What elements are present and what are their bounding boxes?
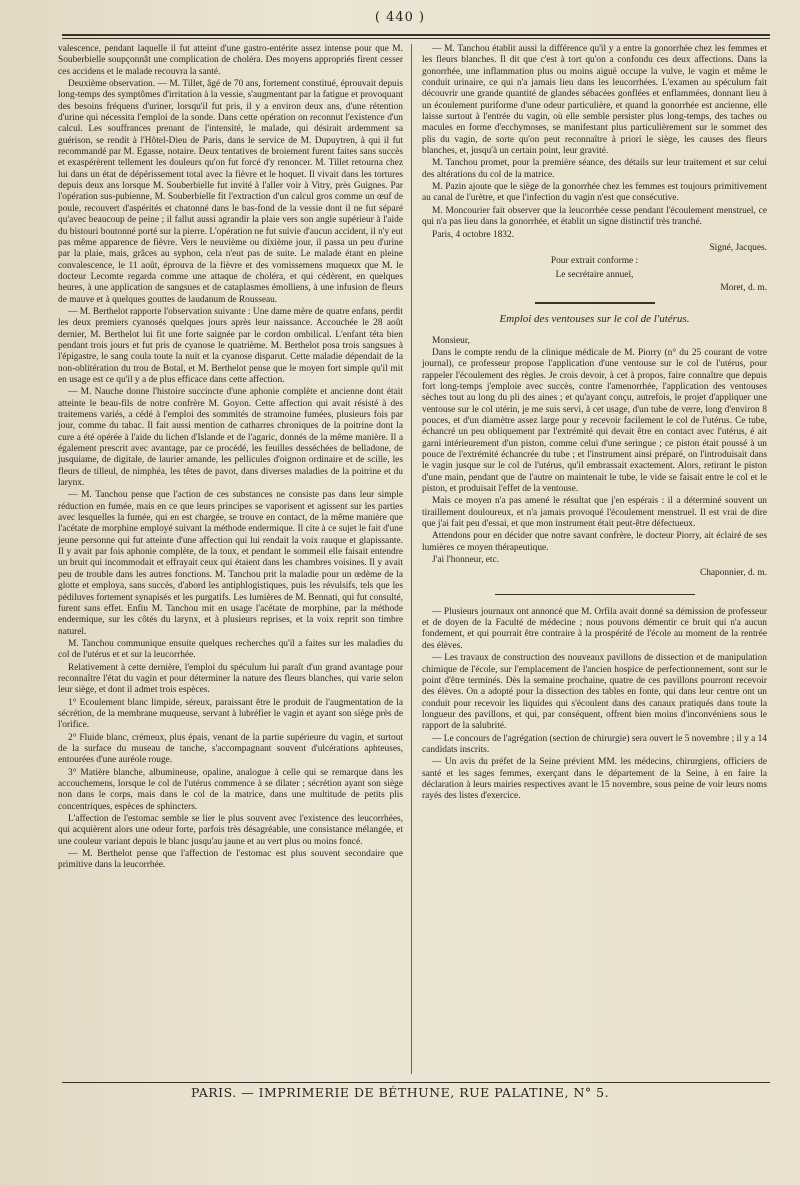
paragraph: Dans le compte rendu de la clinique médicale de M. Piorry (n° du 25 courant de votre journal), ce professeur propose l'application d'une ventouse sur le col de l'utérus, pour rappeler l'écoulement des règles. Je crois devoir, à cet à propos, faire connaître que depuis fort long-temps j'emploie avec succès, contre l'amenorrhée, l'application des ventouses sèches tout au long du pli des aines ; et qu'ayant conçu, autrefois, le projet d'appliquer une ventouse sur le col utérin, je me suis servi, à cet usage, d'un tube de verre, long d'environ 8 pouces, et d'un diamètre assez large pour y recevoir facilement le col de l'utérus. Ce tube, échancré un peu obliquement par l'extrémité qui devait être en contact avec l'utérus, é ait garni intérieurement d'un piston, comme celui d'une seringue ; ce piston était poussé à un pouce de l'extrémité échancrée du tube ; et l'instrument ainsi préparé, on l'introduisait dans le vagin jusque sur le col de l'utérus, qu'il embrassait exactement. Alors, retirant le piston d'une main, pendant que de l'autre on maintenait le tube, le vide se faisait entre le col et le piston, et produisait l'effet de la ventouse. [422,347,767,495]
news-item: — Un avis du préfet de la Seine prévient MM. les médecins, chirurgiens, officiers de santé et les sages femmes, exerçant dans le département de la Seine, à en faire la déclaration à leurs mairies respectives avant le 15 novembre, sous peine de voir leurs noms rayés des listes d'exercice. [422,757,767,802]
printer-imprint: PARIS. — IMPRIMERIE DE BÉTHUNE, RUE PALATINE, N° 5. [190,1085,610,1100]
news-item: — Le concours de l'agrégation (section de chirurgie) sera ouvert le 5 novembre ; il y a 14 candidats inscrits. [422,733,767,755]
paragraph: valescence, pendant laquelle il fut atteint d'une gastro-entérite assez intense pour que M. Souberbielle soupçonnât une complication de choléra. Des moyens appropriés firent cesser ces accidens et le malade recouvra la santé. [58,44,403,77]
paragraph: M. Pazin ajoute que le siège de la gonorrhée chez les femmes est toujours primitivement au canal de l'urètre, et que l'infection du vagin n'est que consécutive. [422,182,767,204]
paragraph: — M. Tanchou pense que l'action de ces substances ne consiste pas dans leur simple réduction en fumée, mais en ce que leurs principes se vaporisent et agissent sur les parties avec lesquelles la fumée, qui en est chargée, se trouve en contact, de la même manière que l'acétate de morphine employé suivant la méthode endermique. Il cite à ce sujet le fait d'une jeune personne qui fut atteinte d'une affection qui lui rendait la voix rauque et glapissante. Il y avait par fois aphonie complète, de la toux, et pendant le sommeil elle faisait entendre un bruit qui incommodait et effrayait ceux qui étaient dans les chambres voisines. Il y avait peu de trouble dans les autres fonctions. M. Tanchou prit la maladie pour un œdème de la glotte et employa, sans succès, d'abord les antiphlogistiques, puis les révulsifs, tels que les pédiluves fortement synapisés et les purgatifs. Les lumières de M. Bennati, qui fut consulté, furent sans effet. Enfin M. Tanchou mit en usage l'acétate de morphine, par la méthode endermique, sur les côtés du larynx, et à plusieurs reprises, et la voix reprit son timbre naturel. [58,490,403,637]
news-item: — Les travaux de construction des nouveaux pavillons de dissection et de manipulation chimique de l'école, sur l'emplacement de l'ancien hospice de perfectionnement, sont sur le point d'être terminés. Dès la semaine prochaine, quatre de ces pavillons pourront recevoir des élèves. On a adopté pour la dissection des tables en fonte, qui dans leur centre ont un conduit pour recevoir les liquides qui s'écoulent dans des canaux pratiqués dans toute la longueur des pavillons, et qui, par conséquent, offrent bien moins d'inconvéniens sous le rapport de la salubrité. [422,653,767,732]
paragraph: L'affection de l'estomac semble se lier le plus souvent avec l'existence des leucorrhées, qui acquièrent alors une odeur forte, parfois très désagréable, une consistance mélangée, et une couleur variant depuis le blanc jusqu'au jaune et au vert plus ou moins foncé. [58,814,403,847]
paragraph: Deuxième observation. — M. Tillet, âgé de 70 ans, fortement constitué, éprouvait depuis long-temps des symptômes d'irritation à la vessie, s'augmentant par la fatigue et provoquant des besoins fréquens d'uriner, lorsqu'il fut pris, il y a environ deux ans, d'une rétention d'urine qui nécessita l'emploi de la sonde. Dans cette opération on reconnut l'existence d'un calcul. Les souffrances prenant de l'intensité, le malade, qui désirait ardemment sa guérison, se rendit à l'Hôtel-Dieu de Paris, dans le service de M. Dupuytren, à qui il fut recommandé par M. Egasse, notaire. Deux tentatives de broiement furent faites sans succès et exaspérèrent tellement les douleurs qu'on fut forcé d'y renoncer. M. Tillet retourna chez lui dans un état de dépérissement total avec la fièvre et le hoquet. Il vivait dans les tortures depuis deux ans lorsque M. Souberbielle fut invité à l'aller voir à Vitry, près Guignes. Par l'opération sus-pubienne, M. Souberbielle fit l'extraction d'un calcul gros comme un œuf de poule, recouvert d'aspérités et chatonné dans le bas-fond de la vessie dont il ne fut séparé qu'avec beaucoup de peine ; il fallut aussi agrandir la plaie vers son angle supérieur à l'aide du bistouri boutonné porté sur la pierre. L'opération ne fut suivie d'aucun accident, il n'y eut pas même apparence de fièvre. Vers le neuvième ou dixième jour, il passa un peu d'urine par la plaie, mais, grâces au syphon, cela n'eut pas de suite. Le malade étant en pleine convalescence, le 11 août, éprouva de la fièvre et des vomissemens muqueux que M. le docteur Lecomte regarda comme une attaque de choléra, et qui cédèrent, en quelques heures, à une application de sangsues et de cataplasmes émolliens, à une infusion de fleurs de mauve et à quelques gouttes de laudanum de Rousseau. [58,79,403,305]
secretary-line: Le secrétaire annuel, [555,269,634,280]
paragraph: 1° Ecoulement blanc limpide, séreux, paraissant être le produit de l'augmentation de la sécrétion, de la membrane muqueuse, servant à lubréfier le vagin et ayant son siège près de l'orifice. [58,697,403,731]
header-rule [62,34,770,36]
news-rule [495,594,695,595]
section-ornament [535,302,655,304]
paragraph: M. Moncourier fait observer que la leucorrhée cesse pendant l'écoulement menstruel, ce qui n'a pas lieu dans la gonorrhée, et établit un signe distinctif très tranché. [422,205,767,228]
paragraph: 2° Fluide blanc, crémeux, plus épais, venant de la partie supérieure du vagin, et surtout de la surface du museau de tanche, s'accompagnant souvent d'ulcérations aphteuses, entourées d'une auréole rouge. [58,732,403,766]
paragraph: M. Tanchou promet, pour la première séance, des détails sur leur traitement et sur celui des altérations du col de la matrice. [422,158,767,180]
left-column [58,44,403,873]
paragraph: Mais ce moyen n'a pas amené le résultat que j'en espérais : il a déterminé souvent un tiraillement douloureux, et n'a jamais provoqué l'écoulement menstruel. Il est vrai de dire que j'ai fait peu d'essai, et que mon instrument était peut-être défectueux. [422,496,767,530]
paragraph: Relativement à cette dernière, l'emploi du spéculum lui paraît d'un grand avantage pour reconnaître l'état du vagin et pour déterminer la nature des fleurs blanches, qui varie selon leur siège, et dont il admet trois espèces. [58,662,403,696]
paragraph: — M. Berthelot pense que l'affection de l'estomac est plus souvent secondaire que primitive dans la leucorrhée. [58,849,403,871]
paragraph: J'ai l'honneur, etc. [432,555,500,566]
header-rule-thin [62,38,770,39]
paragraph: — M. Berthelot rapporte l'observation suivante : Une dame mère de quatre enfans, perdit les deux premiers cyanosés quelques jours après leur naissance. Accouchée le 28 août dernier, M. Berthelot lui fit une forte saignée par le cordon ombilical. L'enfant téta bien pendant trois jours et fut pris de cyanose le quatrième. M. Berthelot posa trois sangsues à l'épigastre, le sang coula toute la nuit et la cyanose disparut. Cette maladie dépendait de la non-oblitération du trou de Botal, et M. Berthelot pense que le moyen fort simple qu'il mit en usage est ce qu'il y a de plus efficace dans cette affection. [58,306,403,385]
letter-signature: Chaponnier, d. m. [699,568,767,579]
extract-line: Pour extrait conforme : [550,256,639,267]
paragraph: 3° Matière blanche, albumineuse, opaline, analogue à celle qui se remarque dans les accouchemens, lorsque le col de l'utérus commence à se dilater ; sécrétion ayant son siège non dans le corps, mais dans le col de la matrice, dans une multitude de petits plis concentriques, espèces de sphincters. [58,767,403,812]
page-number: ( 440 ) [374,10,426,25]
paragraph: — M. Nauche donne l'histoire succincte d'une aphonie complète et ancienne dont était atteinte le beau-fils de notre confrère M. Goyon. Cette affection qui avait résisté à des traitemens variés, a cédé à l'emploi des sommités de stramoine fumées, plusieurs fois par jour, comme du tabac. Il fait aussi mention de catharres chroniques de la poitrine dont la cure a été opérée à l'aide du lichen d'Islande et de l'agaric, donnés de la même manière. Il a également prescrit avec avantage, par ce procédé, les feuilles desséchées de belladone, de jusquiame, de digitale, de laurier amande, les pellicules d'oignon ordinaire et de scille, les fleurs de tilleul, de nimphéa, les têtes de pavot, dans diverses maladies de la poitrine et du larynx. [58,387,403,489]
footer-rule [62,1082,770,1083]
paragraph: Attendons pour en décider que notre savant confrère, le docteur Piorry, ait éclairé de ses lumières ce moyen thérapeutique. [422,531,767,553]
paragraph: M. Tanchou communique ensuite quelques recherches qu'il a faites sur les maladies du col de l'utérus et et sur la leucorrhée. [58,638,403,661]
salutation: Monsieur, [432,335,470,346]
paragraph: — M. Tanchou établit aussi la différence qu'il y a entre la gonorrhée chez les femmes et les fleurs blanches. Il dit que c'est à tort qu'on a confondu ces deux affections. Dans la gonorrhée, une inflammation plus ou moins aiguë occupe la vulve, le vagin et même le conduit urinaire, ce qui n'a jamais lieu dans les leucorrhées. L'examen au spéculum fait découvrir une grande quantité de glandes sébacées gonflées et enflammées, donnant lieu à un écoulement puriforme d'une odeur particulière, et quand la gonorrhée est ancienne, elle laisse surtout à l'entrée du vagin, où elle semble persister plus long-temps, des taches ou macules en forme d'ecchymoses, se manifestant plus particulièrement sur le sommet des plis du vagin, de sorte qu'on peut reconnaître à priori le siège, les causes des fleurs blanches, et, jusqu'à un certain point, leur gravité. [422,44,767,157]
secretary-name: Moret, d. m. [720,282,767,293]
right-column [422,44,767,804]
signature: Signé, Jacques. [709,242,767,253]
date-line: Paris, 4 octobre 1832. [432,229,515,240]
news-item: — Plusieurs journaux ont annoncé que M. Orfila avait donné sa démission de professeur et de doyen de la Faculté de médecine ; nous pouvons démentir ce bruit qui n'a aucun fondement, et qui pourrait être contraire à la prospérité de l'école au moment de la rentrée des élèves. [422,606,767,651]
section-title: Emploi des ventouses sur le col de l'utérus. [499,313,690,326]
column-divider [411,44,412,1074]
